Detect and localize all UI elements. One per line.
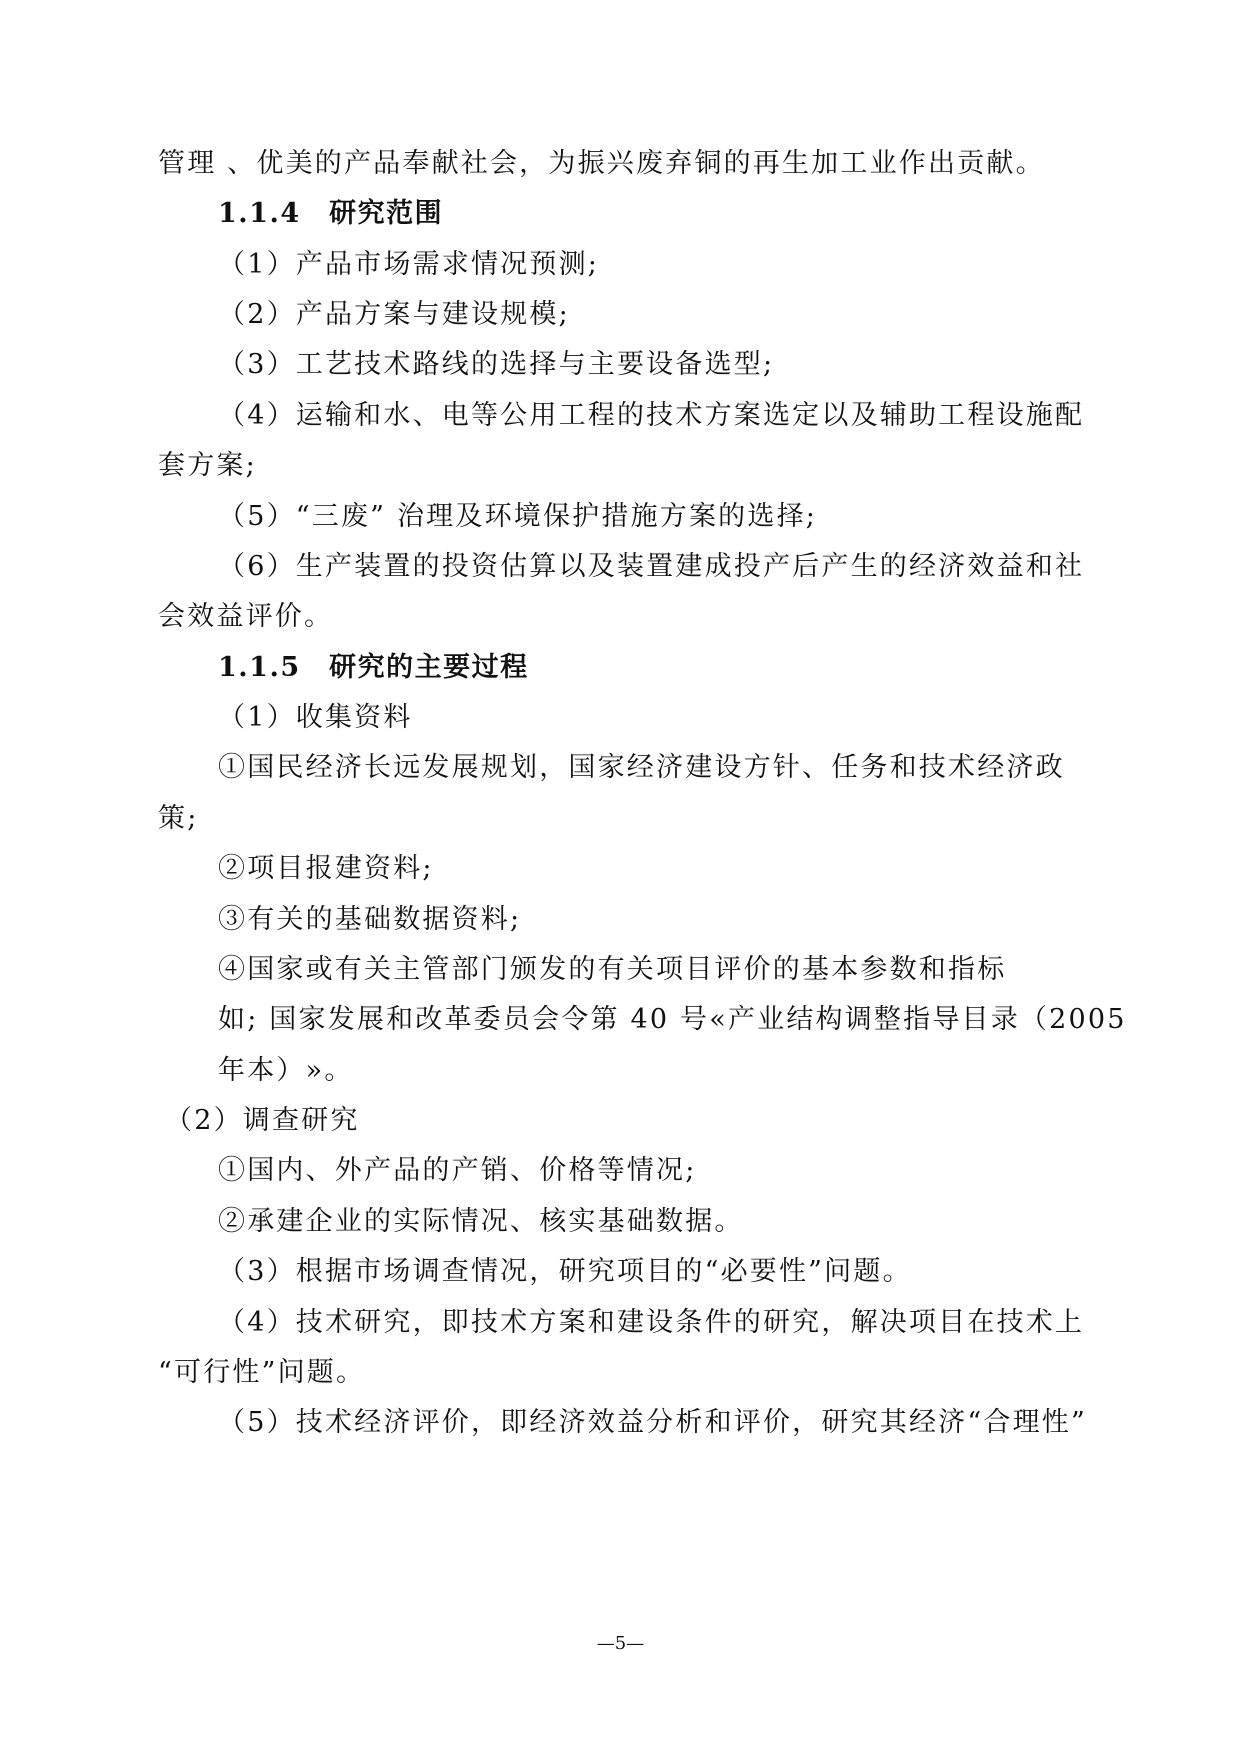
scope-item-5: （5）“三废” 治理及环境保护措施方案的选择; — [218, 501, 818, 532]
scope-item-1: （1）产品市场需求情况预测; — [218, 249, 600, 280]
scope-item-2: （2）产品方案与建设规模; — [218, 299, 570, 330]
scope-item-4: （4）运输和水、电等公用工程的技术方案选定以及辅助工程设施配 — [218, 400, 1085, 431]
process-subitem-2: ②项目报建资料; — [218, 853, 434, 884]
process-subitem-4-example-continued: 年本）»。 — [218, 1055, 354, 1086]
body-text-line: 管理 、优美的产品奉献社会，为振兴废弃铜的再生加工业作出贡献。 — [158, 148, 1045, 179]
process-item-2: （2）调查研究 — [165, 1105, 360, 1136]
process-item-1: （1）收集资料 — [218, 702, 413, 733]
scope-item-6: （6）生产装置的投资估算以及装置建成投产后产生的经济效益和社 — [218, 551, 1085, 582]
scope-item-4-continued: 套方案; — [158, 450, 257, 481]
survey-subitem-2: ②承建企业的实际情况、核实基础数据。 — [218, 1206, 744, 1237]
process-subitem-3: ③有关的基础数据资料; — [218, 904, 522, 935]
section-heading-1-1-4: 1.1.4 研究范围 — [218, 198, 444, 229]
process-item-4: （4）技术研究，即技术方案和建设条件的研究，解决项目在技术上 — [218, 1307, 1085, 1338]
page-number: —5— — [596, 1633, 645, 1654]
process-item-4-continued: “可行性”问题。 — [158, 1357, 366, 1388]
process-item-5: （5）技术经济评价，即经济效益分析和评价，研究其经济“合理性” — [218, 1407, 1087, 1438]
process-subitem-1-continued: 策; — [158, 803, 199, 834]
process-item-3: （3）根据市场调查情况，研究项目的“必要性”问题。 — [218, 1256, 912, 1287]
process-subitem-1: ①国民经济长远发展规划，国家经济建设方针、任务和技术经济政 — [218, 752, 1065, 783]
survey-subitem-1: ①国内、外产品的产销、价格等情况; — [218, 1155, 697, 1186]
section-heading-1-1-5: 1.1.5 研究的主要过程 — [218, 652, 529, 683]
process-subitem-4-example: 如; 国家发展和改革委员会令第 40 号«产业结构调整指导目录（2005 — [218, 1004, 1127, 1035]
scope-item-6-continued: 会效益评价。 — [158, 601, 334, 632]
scope-item-3: （3）工艺技术路线的选择与主要设备选型; — [218, 349, 775, 380]
process-subitem-4: ④国家或有关主管部门颁发的有关项目评价的基本参数和指标 — [218, 954, 1007, 985]
